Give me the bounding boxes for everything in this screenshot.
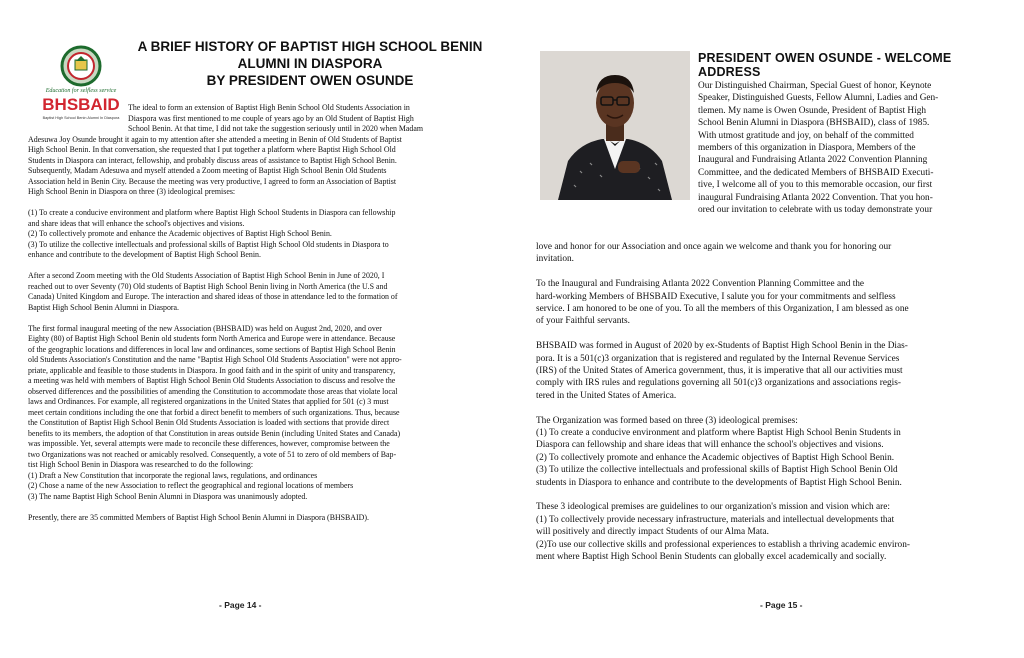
text-line: (2) Chose a name of the new Association to reflect the geographical and regional locations of members <box>28 481 354 490</box>
logo-tagline: Education for selfless service <box>45 88 117 94</box>
text-line: Speaker, Distinguished Guests, Fellow Alumni, Ladies and Gen- <box>698 93 939 104</box>
text-line: was impossible. Yet, several attempts were made to reconcile these differences, however, compromise between the <box>28 439 390 448</box>
text-line: a meeting was held with members of Baptist High School Benin Old Students Association to discuss and resolve the <box>28 376 396 385</box>
text-line: hard-working Members of BHSBAID Executive, I salute you for your commitments and selfless <box>536 291 896 302</box>
text-line: (IRS) of the United States of America government, thus, it is imperative that all our activities must <box>536 366 903 377</box>
history-paragraph-4 <box>28 324 492 503</box>
text-line: love and honor for our Association and once again we welcome and thank you for honoring our <box>536 242 892 252</box>
text-line: comply with IRS rules and regulations governing all 501(c)3 organizations and associations regis- <box>536 378 901 389</box>
history-paragraph-1 <box>28 103 492 198</box>
text-line: Eighty (80) of Baptist High School Benin old students form North America and Europe were in attendance. Because <box>28 334 396 343</box>
text-line: (3) The name Baptist High School Benin Alumni in Diaspora was unanimously adopted. <box>28 491 308 501</box>
logo-wordmark: BHSBAID <box>42 95 120 114</box>
welcome-paragraph-2 <box>536 278 996 328</box>
text-line: observed differences and the possibilities of amending the Constitution to accommodate those areas that violate local <box>28 386 398 396</box>
text-line: invitation. <box>536 254 574 265</box>
text-line: old Students Association's Constitution and the name "Baptist High School Old Students Association" were not appro- <box>28 355 402 364</box>
text-line: Inaugural and Fundraising Atlanta 2022 Convention Planning <box>698 155 928 166</box>
text-line: (1) To create a conducive environment and platform where Baptist High School Students in Diaspora can fellowship <box>28 208 396 217</box>
history-title-line: BY PRESIDENT OWEN OSUNDE <box>206 73 414 88</box>
history-paragraph-3 <box>28 271 492 313</box>
text-line: (1) Draft a New Constitution that incorporate the regional laws, regulations, and ordinances <box>28 470 318 480</box>
text-line: After a second Zoom meeting with the Old Students Association of Baptist High School Benin in June of 2020, I <box>28 271 385 280</box>
history-body <box>28 103 492 534</box>
text-line: To the Inaugural and Fundraising Atlanta 2022 Convention Planning Committee and the <box>536 279 865 290</box>
welcome-paragraph-4 <box>536 415 996 489</box>
page-number-right: - Page 15 - <box>760 600 803 610</box>
welcome-address-title: PRESIDENT OWEN OSUNDE - WELCOME ADDRESS <box>698 51 952 79</box>
text-line: (2)To use our collective skills and professional experiences to establish a thriving academic environ- <box>536 539 910 550</box>
logo-subtitle: Baptist High School Benin Alumni In Diaspora <box>42 116 120 120</box>
text-line: enhance and contribute to the development of Baptist High School Benin. <box>28 250 261 259</box>
welcome-paragraph-5 <box>536 501 996 563</box>
text-line: inaugural Fundraising Atlanta 2022 Convention. That you hon- <box>698 192 933 203</box>
welcome-intro <box>698 80 996 216</box>
text-line: Students in Diaspora can interact, fellowship, and probably discuss areas of assistance to Baptist High School Benin. <box>28 155 397 165</box>
text-line: Subsequently, Madam Adesuwa and myself attended a Zoom meeting of Baptist High School Benin Old Students <box>28 166 387 175</box>
text-line: laws and Ordinances. For example, all registered organizations in the United States that applied for 501 (c) 3 must <box>28 397 389 406</box>
text-line: will positively and directly impact Students of our Alma Mata. <box>536 527 769 538</box>
welcome-paragraph-3 <box>536 340 996 402</box>
text-line: With utmost gratitude and joy, on behalf of the committed <box>698 130 914 141</box>
text-line: two Organizations was not reached or amicably resolved. Consequently, a vote of 51 to zero of old members of Bap- <box>28 449 397 459</box>
text-line: Baptist High School Benin Alumni in Diaspora. <box>28 302 180 312</box>
text-line: Diaspora can fellowship and share ideas that will enhance the school's objectives and visions. <box>536 440 884 451</box>
text-line: (3) To utilize the collective intellectuals and professional skills of Baptist High School Old students in Diaspora to <box>28 239 389 249</box>
text-line: Adesuwa Joy Osunde brought it again to my attention after she attended a meeting in Benin of Old Students of Baptist <box>28 134 402 144</box>
text-line: These 3 ideological premises are guidelines to our organization's mission and vision which are: <box>536 502 890 513</box>
text-line: Our Distinguished Chairman, Special Guest of honor, Keynote <box>698 81 932 91</box>
history-title-line: ALUMNI IN DIASPORA <box>237 56 383 71</box>
text-line: of your Faithful servants. <box>536 316 630 327</box>
text-line: tered in the United States of America. <box>536 390 677 401</box>
text-line: tist High School Benin in Diaspora was researched to do the following: <box>28 460 254 469</box>
text-line: The ideal to form an extension of Baptist High Benin School Old Students Association in <box>128 103 410 112</box>
page-number-left: - Page 14 - <box>219 600 262 610</box>
text-line: Association held in Benin City. Because the meeting was very productive, I agreed to form an Association of Baptist <box>28 176 397 186</box>
text-line: (1) To create a conducive environment and platform where Baptist High School Benin Students in <box>536 428 901 439</box>
text-line: and share ideas that will enhance the school's objectives and visions. <box>28 218 245 228</box>
text-line: (1) To collectively provide necessary infrastructure, materials and intellectual developments that <box>536 514 895 525</box>
text-line: ored our invitation to celebrate with us today demonstrate your <box>698 205 933 216</box>
text-line: benefits to its members, the adoption of that Constitution in areas outside Benin (including United States and Canada) <box>28 428 401 438</box>
history-title <box>128 38 492 89</box>
text-line: the Constitution of Baptist High School Benin Old Students Association is loaded with sections that provide direct <box>28 418 390 427</box>
text-line: Committee, and the dedicated Members of BHSBAID Executi- <box>698 167 934 178</box>
text-line: Diaspora was first mentioned to me couple of years ago by an Old Student of Baptist High <box>128 113 414 123</box>
text-line: BHSBAID was formed in August of 2020 by ex-Students of Baptist High School Benin in the Dias- <box>536 341 908 352</box>
text-line: of the geographic locations and differences in local law and ordinances, some sections of Baptist High School Benin <box>28 344 396 354</box>
text-line: Canada) United Kingdom and Europe. The interaction and shared ideas of those in attendance led to the formation of <box>28 292 398 301</box>
text-line: High School Benin. In that conversation, she requested that I put together a platform where Baptist High School Old <box>28 145 396 154</box>
welcome-paragraph-1 <box>536 241 996 266</box>
text-line: School Benin. At that time, I did not take the suggestion seriously until in 2020 when Madam <box>128 124 423 133</box>
text-line: (2) To collectively promote and enhance the Academic objectives of Baptist High School Benin. <box>536 452 895 463</box>
text-line: students in Diaspora to enhance and contribute to the developments of Baptist High School Benin. <box>536 477 902 488</box>
text-line: High School Benin in Diaspora on three (3) ideological premises: <box>28 187 236 196</box>
text-line: meet certain conditions including the one that forbid a direct benefit to members of such organizations. Thus, because <box>28 407 400 417</box>
text-line: service. I am honored to be one of you. To all the members of this Organization, I am blessed as one <box>536 304 909 315</box>
text-line: School Benin Alumni in Diaspora (BHSBAID), class of 1985. <box>698 118 930 129</box>
text-line: (2) To collectively promote and enhance the Academic objectives of Baptist High School Benin. <box>28 229 332 238</box>
text-line: tive, I welcome all of you to this memorable occasion, our first <box>698 180 933 191</box>
text-line: The Organization was formed based on three (3) ideological premises: <box>536 415 798 426</box>
text-line: Presently, there are 35 committed Members of Baptist High School Benin Alumni in Diaspora (BHSBAID). <box>28 512 369 522</box>
text-line: ment where Baptist High School Benin Students can globally excel academically and socially. <box>536 552 887 563</box>
history-paragraph-5 <box>28 513 492 524</box>
president-portrait <box>540 51 690 200</box>
text-line: reached out to over Seventy (70) Old students of Baptist High School Benin living in North America (the U.S and <box>28 281 388 291</box>
welcome-body <box>536 241 996 576</box>
history-title-line: A BRIEF HISTORY OF BAPTIST HIGH SCHOOL BENIN <box>137 39 483 54</box>
text-line: pora. It is a 501(c)3 organization that is registered and regulated by the Internal Revenue Services <box>536 353 900 364</box>
history-paragraph-2 <box>28 208 492 261</box>
text-line: members of this organization in Diaspora, Members of the <box>698 143 916 154</box>
text-line: The first formal inaugural meeting of the new Association (BHSBAID) was held on August 2nd, 2020, and over <box>28 323 382 333</box>
text-line: (3) To utilize the collective intellectuals and professional skills of Baptist High School Benin Old <box>536 465 898 476</box>
text-line: priate, applicable and feasible to those students in Diaspora. In good faith and in the spirit of unity and transparency, <box>28 365 396 375</box>
text-line: tlemen. My name is Owen Osunde, President of Baptist High <box>698 105 927 116</box>
